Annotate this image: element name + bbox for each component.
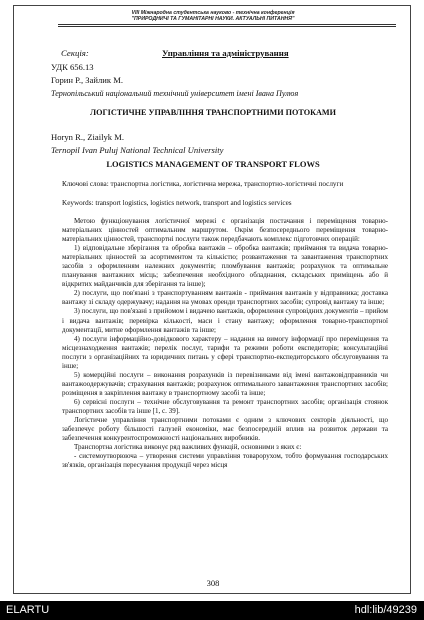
paragraph: Транспортна логістика виконує ряд важливих функцій, основними з яких є: [74, 443, 302, 452]
paragraph: 5) комерційні послуги – виконання розрахунків із перевізниками від імені вантажовідправників чи вантажоодержувачів; страхування вантажів; розрахунок оптимального завантаження транспортних засобів; розміщення в закріплення вантажу в транспортному засобі та інше; [62, 370, 388, 397]
page-number: 308 [206, 578, 220, 588]
paragraph: Метою функціонування логістичної мережі є організація постачання і переміщення товарно-матеріальних цінностей оптимальним маршрутом. Окрім безпосереднього переміщення товарно-матеріальних цінностей, транспортні послуги також передбачають комплекс підготовчих операцій: [62, 217, 388, 244]
document-page [13, 5, 411, 594]
conference-line-1: VIII Міжнародна студентська науково - технічна конференція [131, 10, 295, 16]
paragraph: - системоутворююча – утворення системи управління товарорухом, тобто формування господарських зв'язків, організація пересування продукції через місця [62, 452, 388, 470]
paragraph: 1) відповідальне зберігання та обробка вантажів – обробка вантажів; приймання та видача товарно-матеріальних цінностей за асортиментом та кількістю; розвантаження та завантаження транспортних засобів з оформленням належних документів; пломбування вантажів; розрахунок та оптимальне планування вантажних місць; забезпечення необхідного обладнання, складських приміщень або й відкритих майданчиків для зберігання та інше); [62, 244, 388, 289]
footer-handle[interactable]: hdl:lib/49239 [354, 604, 417, 616]
header-rule-bottom [58, 26, 396, 27]
article-body [62, 217, 388, 470]
keywords-ua [62, 180, 388, 190]
keywords-en-text: Keywords: transport logistics, logistics network, transport and logistics services [62, 199, 292, 207]
authors-ua: Горин Р., Зайлик М. [51, 75, 124, 85]
section-name: Управління та адміністрування [162, 48, 289, 58]
udk-code: УДК 656.13 [51, 62, 94, 72]
title-ua: ЛОГІСТИЧНЕ УПРАВЛІННЯ ТРАНСПОРТНИМИ ПОТОКАМИ [89, 108, 337, 117]
paragraph: 6) сервісні послуги – технічне обслуговування та ремонт транспортних засобів; організація стоянок транспортних засобів та інше [1, с. 39]. [62, 397, 388, 415]
affiliation-ua: Тернопільський національний технічний університет імені Івана Пулюя [51, 89, 299, 98]
footer-repository-name: ELARTU [6, 604, 50, 616]
paragraph: Логістичне управління транспортними потоками є одним з ключових секторів діяльності, що забезпечує роботу більшості галузей економіки, має безпосередній вплив на розвиток держави та забезпечення конкурентоспроможності національних виробників. [62, 416, 388, 443]
affiliation-en: Ternopil Ivan Puluj National Technical University [51, 145, 224, 155]
title-en: LOGISTICS MANAGEMENT OF TRANSPORT FLOWS [106, 159, 320, 169]
section-label: Секція: [61, 48, 89, 58]
paragraph: 3) послуги, що пов'язані з прийомом і видачею вантажів, оформлення супровідних документів – прийом і видача вантажів; перевірка кількості, маси і стану вантажу; оформлення товарно-транспортної документації, митне оформлення вантажів та інше; [62, 307, 388, 334]
header-rule-top [58, 24, 396, 25]
authors-en: Horyn R., Ziailyk M. [51, 132, 125, 142]
paragraph: 4) послуги інформаційно-довідкового характеру – надання на вимогу інформації про переміщення та місцезнаходження вантажів; перелік послуг, тарифи та режими роботи експедиторів; консультаційні послуги з організаційних та юридичних питань у сфері транспортно-експедиторського обслуговування та інше; [62, 334, 388, 370]
conference-line-2: "ПРИРОДНИЧІ ТА ГУМАНІТАРНІ НАУКИ. АКТУАЛЬНІ ПИТАННЯ" [131, 16, 295, 22]
keywords-ua-text: Ключові слова: транспортна логістика, логістична мережа, транспортно-логістичні послуги [62, 180, 344, 188]
keywords-en [62, 199, 388, 209]
paragraph: 2) послуги, що пов'язані з транспортуванням вантажів - приймання вантажів у відправника; доставка вантажу зі складу одержувачу; надання на умовах оренди транспортних засобів; супровід вантажу та інше; [62, 289, 388, 307]
footer-bar [0, 601, 424, 620]
